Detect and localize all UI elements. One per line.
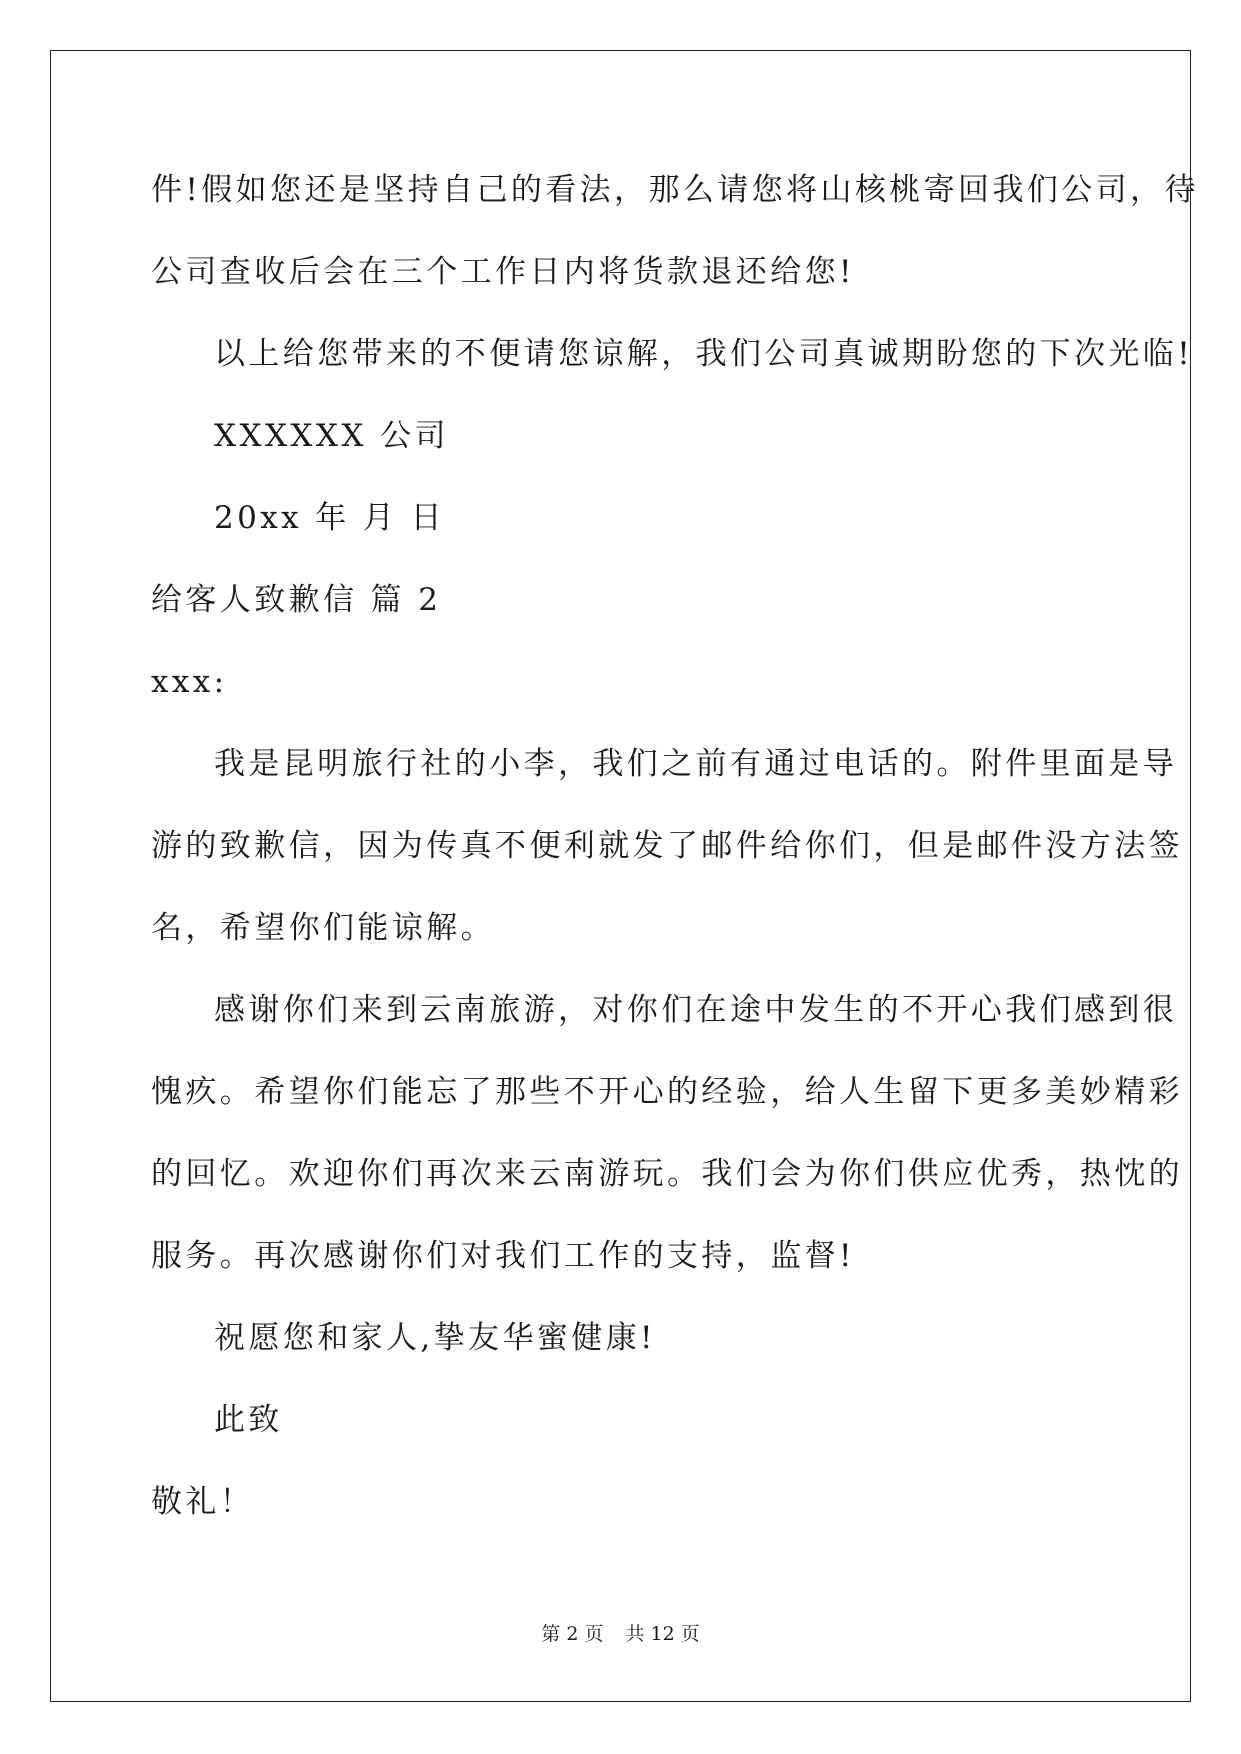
- body-line: 件!假如您还是坚持自己的看法，那么请您将山核桃寄回我们公司，待: [151, 172, 1199, 208]
- section-heading: 给客人致歉信 篇 2: [151, 582, 442, 618]
- closing-phrase: 此致: [214, 1402, 283, 1438]
- date-line: 20xx 年 月 日: [214, 500, 445, 536]
- body-line: 服务。再次感谢你们对我们工作的支持，监督!: [151, 1238, 855, 1274]
- body-line: 以上给您带来的不便请您谅解，我们公司真诚期盼您的下次光临!: [214, 336, 1194, 372]
- current-page-number: 第 2 页: [541, 1623, 604, 1645]
- page-footer: [0, 1622, 1241, 1646]
- total-pages: 共 12 页: [625, 1623, 700, 1645]
- body-line: 我是昆明旅行社的小李，我们之前有通过电话的。附件里面是导: [214, 746, 1178, 782]
- page-border: [50, 50, 1194, 1702]
- body-line: 感谢你们来到云南旅游，对你们在途中发生的不开心我们感到很: [214, 992, 1178, 1028]
- company-signature: XXXXXX 公司: [214, 418, 449, 454]
- closing-wish: 祝愿您和家人,挚友华蜜健康!: [214, 1320, 656, 1356]
- body-line: 公司查收后会在三个工作日内将货款退还给您!: [151, 254, 855, 290]
- salutation: xxx:: [151, 664, 228, 700]
- closing-regards: 敬礼！: [151, 1484, 255, 1520]
- body-line: 的回忆。欢迎你们再次来云南游玩。我们会为你们供应优秀，热忱的: [151, 1156, 1183, 1192]
- body-line: 游的致歉信，因为传真不便利就发了邮件给你们，但是邮件没方法签: [151, 828, 1183, 864]
- body-line: 愧疚。希望你们能忘了那些不开心的经验，给人生留下更多美妙精彩: [151, 1074, 1183, 1110]
- body-line: 名，希望你们能谅解。: [151, 910, 495, 946]
